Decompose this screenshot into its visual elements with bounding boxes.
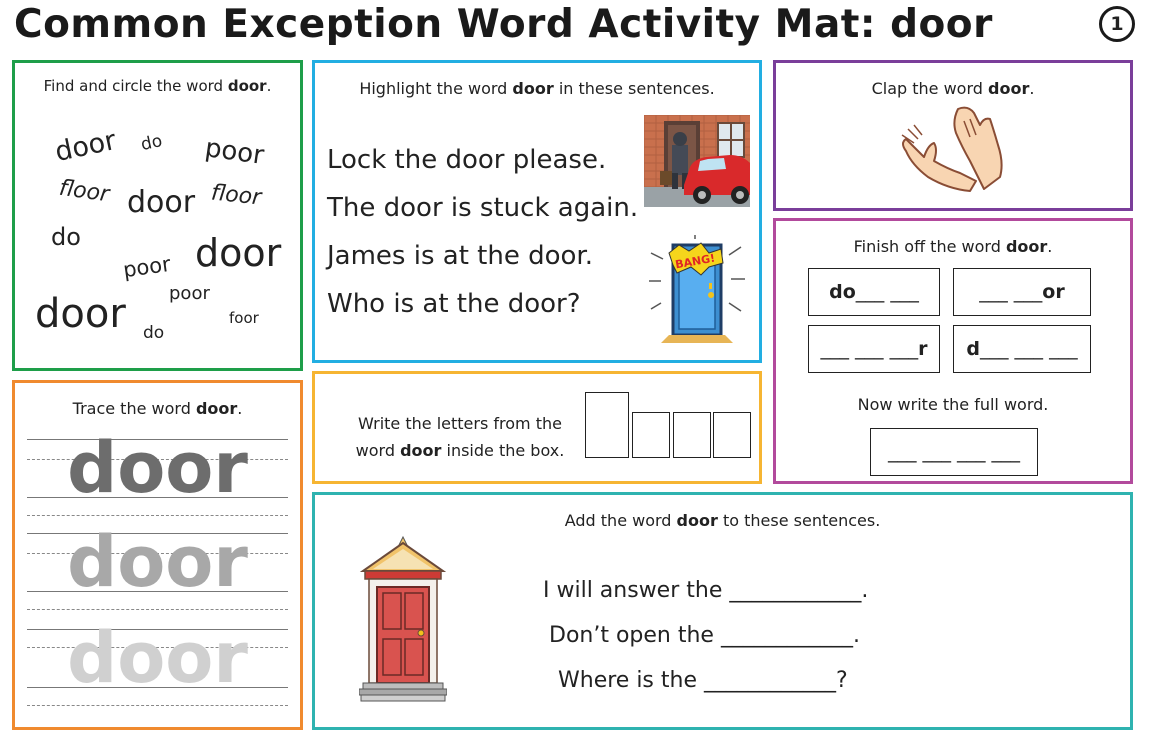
find-word[interactable]: do (139, 131, 165, 155)
trace-instruction (15, 399, 300, 418)
trace-instruction-period: . (237, 399, 243, 418)
trace-word-3[interactable]: door (67, 617, 248, 699)
write-letters-panel (312, 371, 762, 484)
finish-box-2[interactable] (953, 268, 1091, 316)
full-word-box[interactable] (870, 428, 1038, 476)
letter-box-3[interactable] (673, 412, 711, 458)
find-word[interactable]: poor (121, 251, 173, 283)
page-number: 1 (1099, 6, 1135, 42)
highlight-instruction-word: door (512, 79, 554, 98)
finish-box-blanks: ___ ___ ___ (820, 338, 919, 360)
find-circle-panel (12, 60, 303, 371)
letter-box-1[interactable] (585, 392, 629, 458)
finish-instruction-period: . (1047, 237, 1053, 256)
trace-instruction-text: Trace the word (72, 399, 196, 418)
clap-instruction (776, 79, 1130, 98)
add-sentence-1[interactable] (543, 578, 868, 603)
bang-door-illustration (649, 235, 745, 345)
full-word-blanks: ___ ___ ___ ___ (887, 441, 1021, 463)
add-sentence-end: . (852, 623, 860, 648)
add-instruction-text-end: to these sentences. (717, 511, 881, 530)
finish-box-letters-end: or (1042, 281, 1065, 303)
clapping-hands-icon (898, 103, 1008, 193)
write-instruction-line1: Write the letters from the (358, 414, 562, 433)
add-word-panel (312, 492, 1133, 730)
find-instruction-text: Find and circle the word (43, 77, 228, 95)
find-word[interactable]: floor (209, 180, 263, 211)
add-sentence-text: Where is the (558, 668, 697, 693)
letter-box-2[interactable] (632, 412, 670, 458)
find-word[interactable]: do (51, 223, 81, 251)
finish-box-blanks: ___ ___ ___ (980, 338, 1078, 360)
clap-instruction-period: . (1029, 79, 1035, 98)
finish-instruction-text: Finish off the word (853, 237, 1006, 256)
find-word[interactable]: poor (169, 283, 210, 304)
finish-box-letters-end: r (918, 338, 928, 360)
clap-instruction-word: door (988, 79, 1030, 98)
letter-box-4[interactable] (713, 412, 751, 458)
highlight-sentence-4[interactable]: Who is at the door? (327, 289, 581, 319)
write-instruction-word: door (400, 441, 442, 460)
now-write-instruction: Now write the full word. (857, 395, 1049, 414)
write-instruction (335, 410, 585, 464)
finish-box-1[interactable] (808, 268, 940, 316)
trace-panel (12, 380, 303, 730)
finish-box-blanks: ___ ___ (979, 281, 1043, 303)
finish-box-3[interactable] (808, 325, 940, 373)
write-instruction-text: word (355, 441, 401, 460)
highlight-sentence-1[interactable]: Lock the door please. (327, 145, 607, 175)
find-word[interactable]: do (143, 323, 165, 343)
clap-instruction-text: Clap the word (871, 79, 988, 98)
find-instruction-period: . (266, 77, 272, 95)
find-word[interactable]: poor (203, 133, 266, 171)
write-instruction-text-end: inside the box. (441, 441, 565, 460)
find-word[interactable]: door (52, 124, 119, 169)
add-instruction (315, 511, 1130, 530)
add-sentence-blank[interactable]: ____________ (729, 578, 862, 603)
finish-box-4[interactable] (953, 325, 1091, 373)
door-car-illustration (644, 115, 750, 207)
find-instruction-word: door (227, 77, 267, 95)
find-word[interactable]: floor (57, 175, 111, 208)
highlight-instruction-text-end: in these sentences. (553, 79, 715, 98)
find-word[interactable]: door (127, 185, 196, 220)
add-sentence-text: I will answer the (543, 578, 723, 603)
find-word[interactable]: foor (229, 309, 259, 327)
add-sentence-end: . (861, 578, 869, 603)
write-instruction-line2 (335, 437, 585, 464)
page-title: Common Exception Word Activity Mat: door (14, 2, 993, 47)
highlight-sentence-3[interactable]: James is at the door. (327, 241, 593, 271)
trace-word-1[interactable]: door (67, 427, 248, 509)
bang-text: BANG! (674, 251, 717, 272)
finish-box-letters: do (829, 281, 856, 303)
add-sentence-blank[interactable]: ____________ (720, 623, 853, 648)
find-word[interactable]: door (35, 291, 126, 337)
finish-instruction (776, 237, 1130, 256)
add-sentence-2[interactable] (549, 623, 860, 648)
add-sentence-3[interactable] (558, 668, 848, 693)
trace-word-2[interactable]: door (67, 521, 248, 603)
highlight-instruction (315, 79, 759, 98)
highlight-sentence-2[interactable]: The door is stuck again. (327, 193, 639, 223)
finish-panel (773, 218, 1133, 484)
finish-box-letters: d (966, 338, 980, 360)
clap-panel (773, 60, 1133, 211)
add-sentence-text: Don’t open the (549, 623, 714, 648)
find-instruction (15, 77, 300, 95)
finish-instruction-word: door (1005, 237, 1048, 256)
highlight-panel (312, 60, 762, 363)
add-sentence-end: ? (836, 668, 848, 693)
find-word[interactable]: door (195, 231, 282, 275)
add-instruction-text: Add the word (564, 511, 677, 530)
highlight-instruction-text: Highlight the word (359, 79, 513, 98)
trace-instruction-word: door (195, 399, 238, 418)
add-instruction-word: door (676, 511, 718, 530)
add-sentence-blank[interactable]: ____________ (704, 668, 836, 693)
finish-box-blanks: ___ ___ (855, 281, 919, 303)
red-door-illustration (359, 535, 447, 703)
